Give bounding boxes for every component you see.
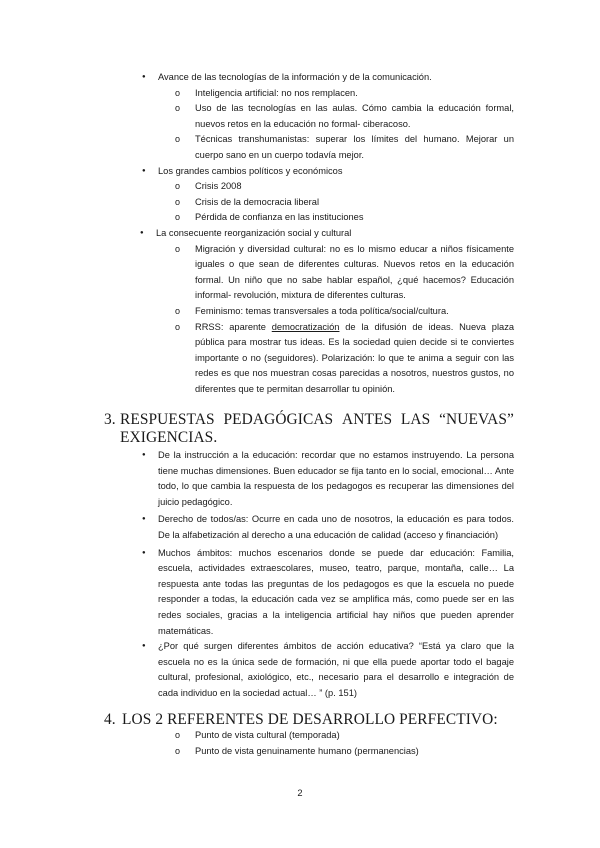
rrss-post: de la difusión de ideas. Nueva plaza pública para mostrar tus ideas. Es la sociedad quien decide si te conviertes importante o no (seguidores). Polarización: lo que te anima a seguir con las redes es que nos muestran cosas parecidas a nosotros, nuestros gustos, no diferentes que te permitan desarrollar tu opinión.: [195, 321, 515, 394]
section-4-list: [0, 728, 600, 759]
heading-3-word: “NUEVAS”: [439, 411, 514, 428]
page-number: 2: [297, 788, 303, 798]
list-item-quote: [158, 639, 514, 701]
heading-3-word: LAS: [400, 411, 431, 428]
heading-3-word: ANTES: [342, 411, 393, 428]
sub-list-item: o Feminismo: temas transversales a toda política/social/cultura.: [195, 304, 514, 320]
list-item: ● Los grandes cambios políticos y económicos: [158, 164, 514, 180]
heading-4-number: 4.: [104, 711, 116, 728]
list-item: ● Derecho de todos/as: Ocurre en cada uno de nosotros, la educación es para todos. De la alfabetización al derecho a una educación de calidad (acceso y financiación): [158, 512, 514, 543]
heading-3-line-2: EXIGENCIAS.: [120, 429, 218, 446]
sub-list-item: o Inteligencia artificial: no nos remplacen.: [195, 86, 514, 102]
sub-list-item: o Técnicas transhumanistas: superar los límites del humano. Mejorar un cuerpo sano en un cuerpo todavía mejor.: [195, 132, 514, 163]
sub-list-item: o Migración y diversidad cultural: no es lo mismo educar a niños físicamente iguales o que sean de diferentes culturas. Nuevos retos en la educación formal. Un niño que no sabe hablar español, ¿qué hacemos? Educación informal- revolución, mixtura de diferentes culturas.: [195, 242, 514, 304]
rrss-pre: RRSS: aparente: [195, 321, 272, 332]
heading-3-word: RESPUESTAS: [120, 411, 215, 428]
section-1-list: [0, 70, 600, 397]
rrss-underlined: democratización: [271, 321, 340, 332]
list-item: ● Avance de las tecnologías de la información y de la comunicación.: [158, 70, 514, 86]
heading-3-line-1: [120, 411, 514, 429]
sub-list-item: o Punto de vista genuinamente humano (permanencias): [195, 744, 514, 760]
heading-3-word: PEDAGÓGICAS: [223, 411, 334, 428]
sub-list-item: o Crisis de la democracia liberal: [195, 195, 514, 211]
heading-4-title: LOS 2 REFERENTES DE DESARROLLO PERFECTIVO:: [122, 711, 498, 728]
sub-list-item: o Punto de vista cultural (temporada): [195, 728, 514, 744]
list-item: ● Muchos ámbitos: muchos escenarios donde se puede dar educación: Familia, escuela, actividades extraescolares, museo, teatro, parque, montaña, calle… La respuesta ante todas las preguntas de los pedagogos es que la escuela no puede responder a todas, la educación cada vez se amplifica más, como puede ser en las redes sociales, gracias a la inteligencia artificial hay niños que pueden aprender matemáticas.: [158, 546, 514, 640]
sub-list-item: o Crisis 2008: [195, 179, 514, 195]
section-3-list: [0, 448, 600, 704]
sub-list-item-rrss: [195, 320, 514, 398]
sub-list-item: o Uso de las tecnologías en las aulas. Cómo cambia la educación formal, nuevos retos en la educación no formal- ciberacoso.: [195, 101, 514, 132]
heading-3-number: 3.: [104, 411, 116, 428]
heading-3: [104, 411, 514, 447]
list-item: ● De la instrucción a la educación: recordar que no estamos instruyendo. La persona tiene muchas dimensiones. Buen educador se fija tanto en lo social, emocional… Ante todo, lo que cambia la respuesta de los pedagogos es recuperar las dimensiones del juicio pedagógico.: [158, 448, 514, 510]
list-item: ● La consecuente reorganización social y cultural: [156, 226, 514, 242]
heading-4: [104, 711, 498, 729]
quote-text: ¿Por qué surgen diferentes ámbitos de acción educativa? “Está ya claro que la escuela no es la única sede de formación, ni que ella puede aportar todo el bagaje cultural, profesional, axiológico, etc., necesario para el desarrollo e integración de cada individuo en la sociedad actual… ” (p. 151): [158, 641, 514, 698]
sub-list-item: o Pérdida de confianza en las instituciones: [195, 210, 514, 226]
